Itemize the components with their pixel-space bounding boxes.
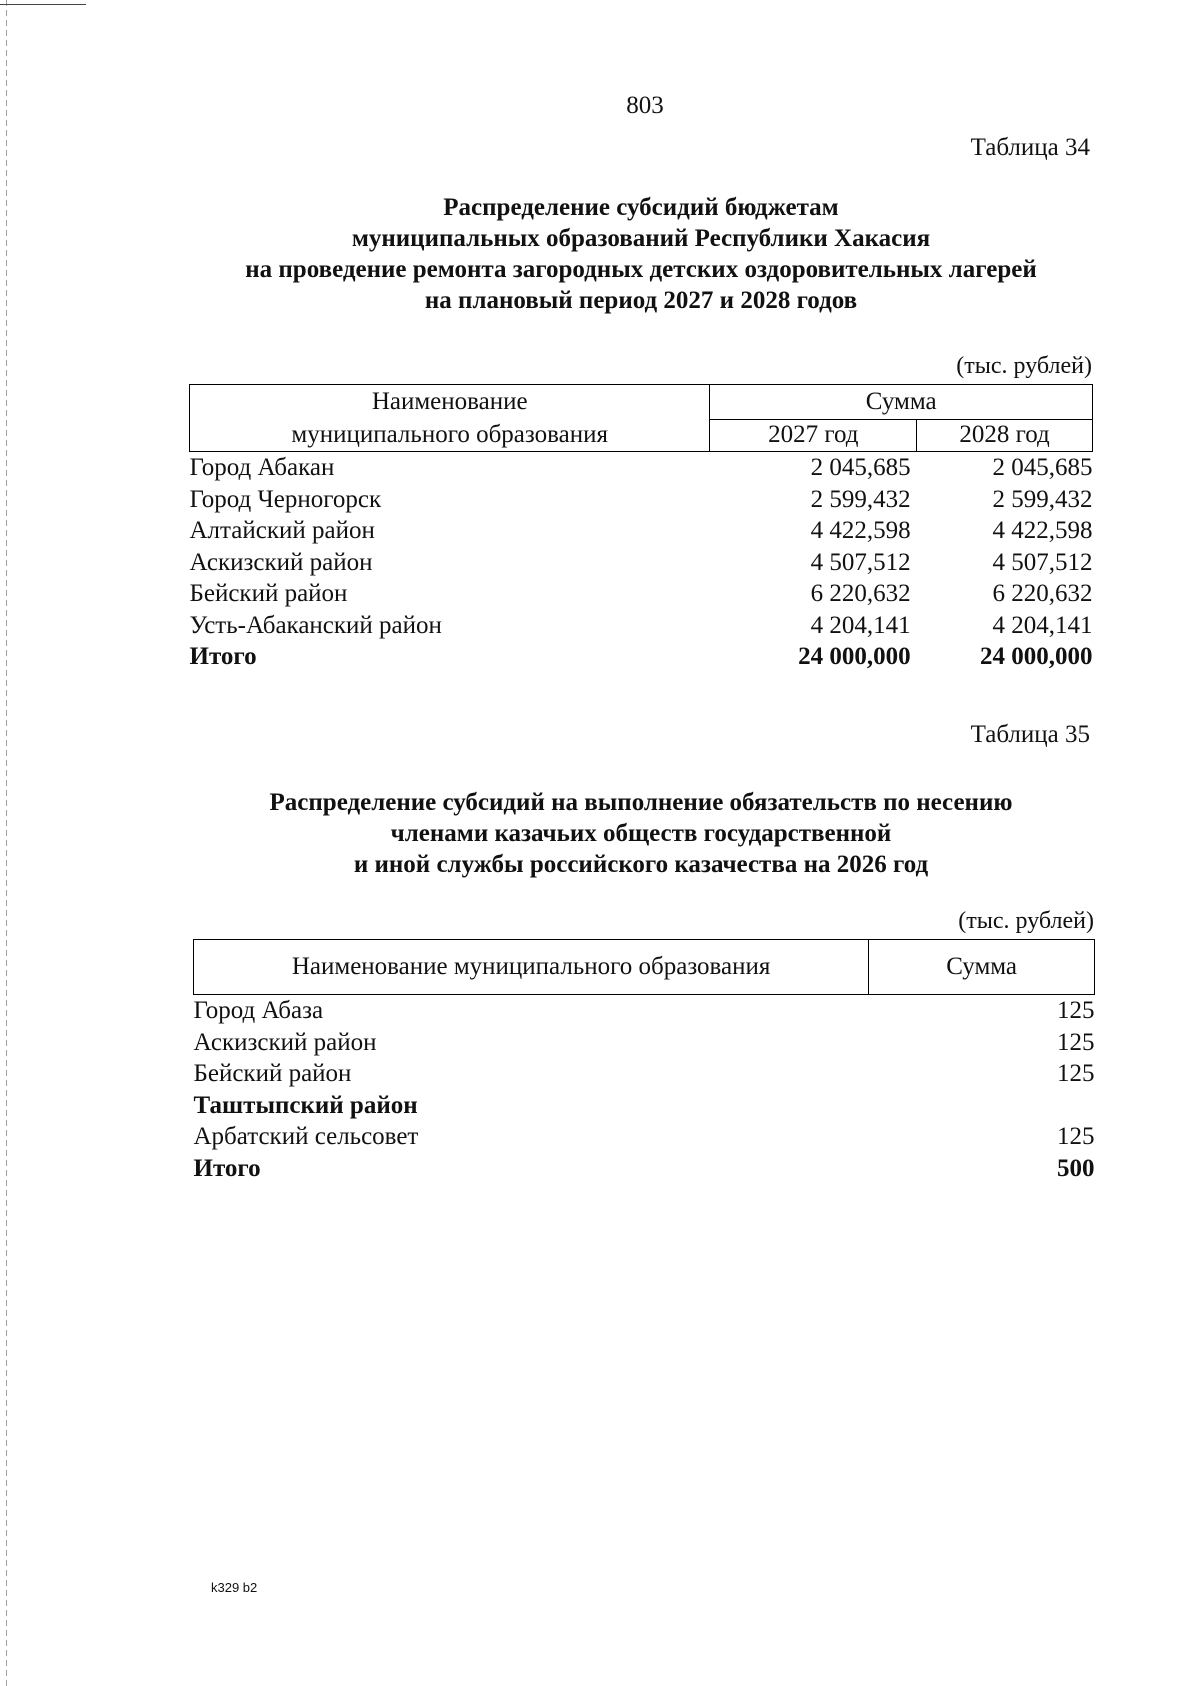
total-2028-value: 24 000,000 [980,643,1093,670]
row-sum-value: 125 [1057,1060,1095,1087]
table-34-year1-header: 2027 год [710,419,917,452]
table-35-sum-header: Сумма [869,940,1095,995]
row-2027-value: 6 220,632 [810,580,911,607]
table-34 [189,384,1093,673]
table-row [190,610,1093,642]
table-35-units: (тыс. рублей) [958,908,1094,934]
row-sum-value: 125 [1057,997,1095,1024]
row-sum-value: 125 [1057,1123,1095,1150]
scan-edge-top [0,4,86,5]
row-2027-value: 4 422,598 [810,517,911,544]
table-35-name-header: Наименование муниципального образования [194,940,869,995]
table-35-total-row [194,1153,1095,1185]
table-row [190,578,1093,610]
row-name: Город Абакан [189,454,335,481]
row-2028-value: 4 422,598 [992,517,1093,544]
table-34-title [140,192,1142,316]
row-name: Алтайский район [189,517,375,544]
row-2028-value: 4 507,512 [992,548,1093,576]
table-row [194,1121,1095,1153]
scan-edge-left [6,0,7,1686]
table-row [194,995,1095,1027]
table-35-title-line: Распределение субсидий на выполнение обязательств по несению [269,789,1013,816]
table-34-title-line: на плановый период 2027 и 2028 годов [424,287,858,314]
table-34-units: (тыс. рублей) [956,353,1092,379]
row-name: Аскизский район [189,548,373,576]
total-2027-value: 24 000,000 [798,643,911,670]
footer-document-code: k329 b2 [211,1580,258,1595]
table-34-year2-header: 2028 год [917,419,1093,452]
table-34-title-line: на проведение ремонта загородных детских оздоровительных лагерей [245,256,1037,283]
table-35 [193,939,1095,1184]
table-row [190,484,1093,516]
table-34-name-header-line1: Наименование [371,388,528,415]
table-35-header-row [194,940,1095,995]
row-name: Таштыпский район [193,1091,418,1119]
table-row-group-heading [194,1090,1095,1122]
row-sum-value: 125 [1057,1028,1095,1056]
table-35-title-line: и иной службы российского казачества на 2026 год [353,851,929,878]
row-2027-value: 4 204,141 [810,611,911,639]
table-34-name-header [190,385,710,452]
table-row [194,1027,1095,1059]
table-34-title-line: муниципальных образований Республики Хакасия [351,225,931,252]
table-35-title-line: членами казачьих обществ государственной [390,820,892,847]
page-number: 803 [626,92,664,119]
total-label: Итого [189,643,257,670]
table-34-label: Таблица 34 [970,134,1090,161]
row-name: Арбатский сельсовет [193,1123,419,1150]
row-2028-value: 6 220,632 [992,580,1093,607]
row-2027-value: 4 507,512 [810,548,911,576]
row-2028-value: 2 045,685 [992,454,1093,481]
total-sum-value: 500 [1057,1154,1095,1182]
row-name: Бейский район [189,580,348,607]
table-34-name-header-line2: муниципального образования [291,421,608,448]
row-2028-value: 2 599,432 [992,485,1093,513]
table-row [190,515,1093,547]
row-name: Аскизский район [193,1028,377,1056]
table-34-title-line: Распределение субсидий бюджетам [443,194,839,221]
row-name: Город Абаза [193,997,324,1024]
table-34-sum-header: Сумма [710,385,1093,420]
total-label: Итого [193,1154,261,1182]
table-34-total-row [190,641,1093,673]
table-row [194,1058,1095,1090]
row-name: Усть-Абаканский район [189,611,442,639]
row-2027-value: 2 045,685 [810,454,911,481]
table-35-label: Таблица 35 [970,721,1090,748]
row-name: Город Черногорск [189,485,382,513]
table-34-header-row [190,385,1093,420]
table-35-title [140,787,1142,880]
table-row [190,452,1093,484]
row-2028-value: 4 204,141 [992,611,1093,639]
row-name: Бейский район [193,1060,352,1087]
row-2027-value: 2 599,432 [810,485,911,513]
row-sum-value [869,1090,1095,1122]
table-row [190,547,1093,579]
